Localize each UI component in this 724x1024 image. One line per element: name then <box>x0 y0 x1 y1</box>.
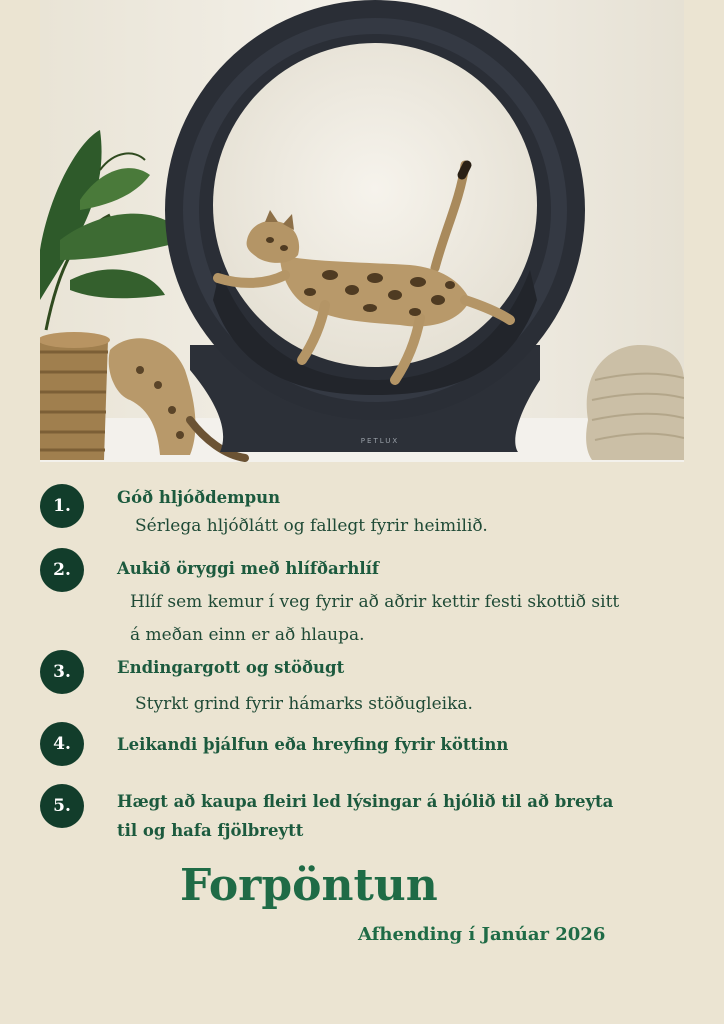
feature-number-3: 3. <box>40 650 84 694</box>
feature-title-5-line-2: til og hafa fjölbreytt <box>117 821 304 840</box>
feature-number-5: 5. <box>40 784 84 828</box>
feature-desc-1: Sérlega hljóðlátt og fallegt fyrir heimilið. <box>135 516 488 536</box>
feature-desc-3: Styrkt grind fyrir hámarks stöðugleika. <box>135 694 473 714</box>
delivery-date: Afhending í Janúar 2026 <box>358 924 606 945</box>
feature-number-4: 4. <box>40 722 84 766</box>
feature-desc-2-line-2: á meðan einn er að hlaupa. <box>130 625 365 645</box>
feature-title-4: Leikandi þjálfun eða hreyfing fyrir köttinn <box>117 735 509 754</box>
feature-number-2: 2. <box>40 548 84 592</box>
feature-desc-2-line-1: Hlíf sem kemur í veg fyrir að aðrir kettir festi skottið sitt <box>130 592 620 612</box>
product-photo <box>40 0 684 462</box>
basket <box>40 332 110 460</box>
cat-wheel-illustration <box>40 0 684 462</box>
feature-title-2: Aukið öryggi með hlífðarhlíf <box>117 559 379 578</box>
feature-title-1: Góð hljóðdempun <box>117 488 281 507</box>
feature-title-3: Endingargott og stöðugt <box>117 658 345 677</box>
feature-title-5-line-1: Hægt að kaupa fleiri led lýsingar á hjólið til að breyta <box>117 792 614 811</box>
feature-number-1: 1. <box>40 484 84 528</box>
preorder-title: Forpöntun <box>180 860 438 911</box>
brand-mark: PETLUX <box>360 437 400 445</box>
